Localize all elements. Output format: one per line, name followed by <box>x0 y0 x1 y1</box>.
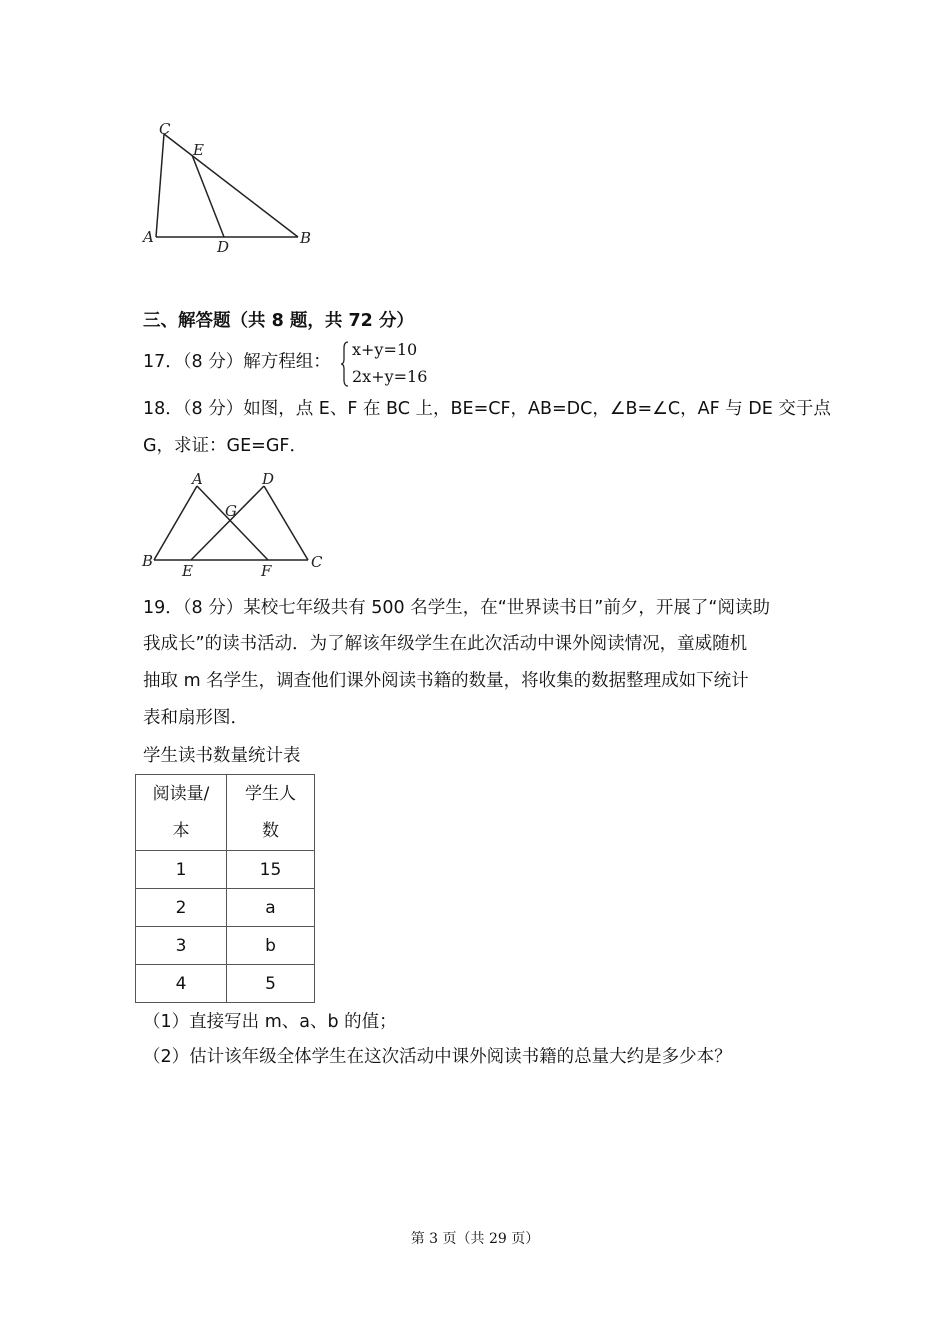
question-19-line-3: 抽取 m 名学生，调查他们课外阅读书籍的数量，将收集的数据整理成如下统计 <box>143 671 749 691</box>
table-header-cell: 阅读量/本 <box>136 775 227 851</box>
label-b: B <box>300 229 312 247</box>
table-row <box>136 927 315 965</box>
question-19-line-2: 我成长”的读书活动．为了解该年级学生在此次活动中课外阅读情况，童威随机 <box>143 634 748 654</box>
label-d: D <box>262 470 275 488</box>
equation-1: x+y=10 <box>352 340 418 359</box>
table-cell: 5 <box>227 965 315 1003</box>
table-cell: 3 <box>136 927 227 965</box>
table-cell: 1 <box>136 851 227 889</box>
equation-system <box>340 340 430 388</box>
question-19-line-4: 表和扇形图． <box>143 708 248 728</box>
table-cell: b <box>227 927 315 965</box>
table-cell: 4 <box>136 965 227 1003</box>
table-cell: 15 <box>227 851 315 889</box>
label-a: A <box>143 228 154 246</box>
triangle-figure-1 <box>140 118 320 258</box>
table-row <box>136 851 315 889</box>
question-19-line-1: 19．（8 分）某校七年级共有 500 名学生，在“世界读书日”前夕，开展了“阅读助 <box>143 598 770 618</box>
table-title: 学生读书数量统计表 <box>143 746 301 766</box>
section-heading: 三、解答题（共 8 题，共 72 分） <box>143 311 414 331</box>
label-c: C <box>159 120 171 138</box>
label-e: E <box>193 141 204 159</box>
sub-question-1: （1）直接写出 m、a、b 的值； <box>143 1012 397 1032</box>
question-18-line-1: 18．（8 分）如图，点 E、F 在 BC 上，BE=CF，AB=DC，∠B=∠C，AF 与 DE 交于点 <box>143 399 831 419</box>
table-cell: a <box>227 889 315 927</box>
table-header-cell: 学生人数 <box>227 775 315 851</box>
page-footer: 第 3 页（共 29 页） <box>410 1231 540 1247</box>
label-f: F <box>261 562 272 580</box>
question-18-line-2: G，求证：GE=GF． <box>143 436 307 456</box>
triangle-figure-2 <box>140 468 330 580</box>
label-e: E <box>182 562 193 580</box>
sub-question-2: （2）估计该年级全体学生在这次活动中课外阅读书籍的总量大约是多少本？ <box>143 1047 732 1067</box>
label-a: A <box>192 470 203 488</box>
label-b: B <box>142 552 154 570</box>
label-d: D <box>217 238 230 256</box>
table-header-row <box>136 775 315 851</box>
label-g: G <box>225 502 237 520</box>
stats-table <box>135 774 315 1003</box>
table-cell: 2 <box>136 889 227 927</box>
table-row <box>136 965 315 1003</box>
table-row <box>136 889 315 927</box>
equation-2: 2x+y=16 <box>352 367 428 386</box>
brace-icon <box>340 340 350 388</box>
label-c: C <box>311 553 323 571</box>
question-17: 17．（8 分）解方程组： <box>143 352 331 372</box>
